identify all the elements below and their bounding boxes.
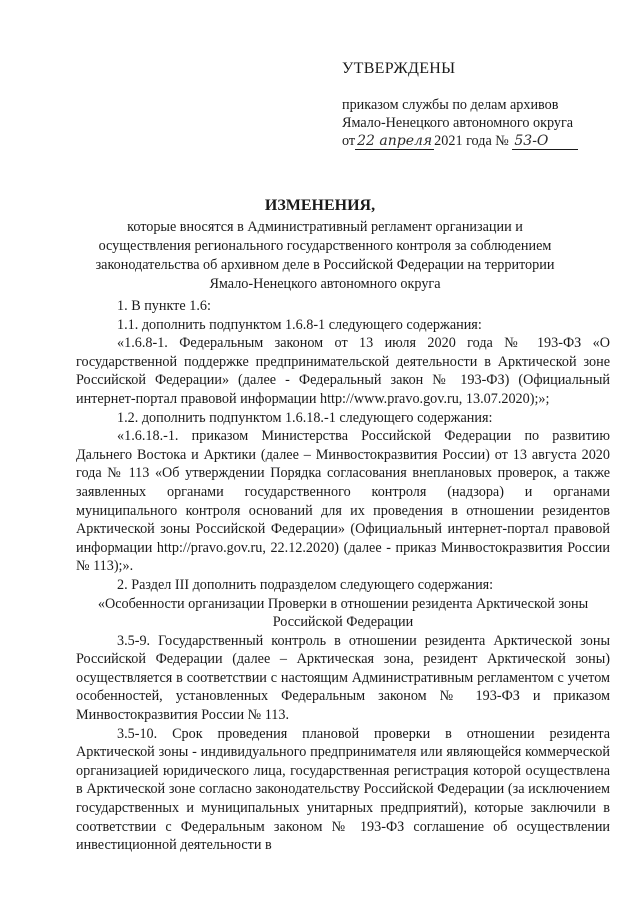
paragraph: 1.1. дополнить подпунктом 1.6.8-1 следующего содержания:	[117, 316, 482, 333]
year-number-label: 2021 года №	[434, 133, 509, 149]
approval-line-1: приказом службы по делам архивов	[342, 97, 559, 113]
approval-title: УТВЕРЖДЕНЫ	[342, 60, 456, 77]
handwritten-order-number: 53-О	[512, 133, 578, 150]
approval-date-number	[342, 133, 578, 150]
paragraph: «1.6.18.-1. приказом Министерства Российской Федерации по развитию Дальнего Востока и Арктики (далее – Минвостокразвития России) от 13 августа 2020 года № 113 «Об утверждении Порядка согласования внеплановых проверок, а также заявленных органами государственного контроля (надзора) и органами муниципального контроля оснований для их проведения в отношении резидентов Арктической зоны Российской Федерации» (Официальный интернет-портал правовой информации http://pravo.gov.ru, 22.12.2020) (далее - приказ Минвостокразвития России № 113);».	[76, 428, 610, 575]
date-prefix: от	[342, 133, 356, 149]
paragraph: 3.5-9. Государственный контроль в отношении резидента Арктической зоны Российской Федерации (далее – Арктическая зона, резидент Арктической зоны) осуществляется в соответствии с настоящим Административным регламентом с учетом особенностей, установленных Федеральным законом № 193-ФЗ и приказом Минвостокразвития России № 113.	[76, 632, 610, 724]
paragraph: «1.6.8-1. Федеральным законом от 13 июля 2020 года № 193-ФЗ «О государственной поддержке предпринимательской деятельности в Арктической зоне Российской Федерации» (далее - Федеральный закон № 193-ФЗ) (Официальный интернет-портал правовой информации http://www.pravo.gov.ru, 13.07.2020);»;	[76, 335, 610, 407]
paragraph: 2. Раздел III дополнить подразделом следующего содержания:	[117, 576, 494, 593]
paragraph: 1. В пункте 1.6:	[117, 298, 211, 314]
section-heading: «Особенности организации Проверки в отношении резидента Арктической зоны Российской Федерации	[97, 595, 589, 631]
document-title: ИЗМЕНЕНИЯ,	[264, 197, 376, 214]
document-body	[76, 297, 610, 855]
document-subtitle: которые вносятся в Административный регламент организации и осуществления регионального государственного контроля за соблюдением законодательства об архивном деле в Российской Федерации на территории Ямало-Ненецкого автономного округа	[95, 219, 555, 292]
paragraph: 3.5-10. Срок проведения плановой проверки в отношении резидента Арктической зоны - индивидуального предпринимателя или являющейся коммерческой организацией юридического лица, государственная регистрация которой осуществлена в Арктической зоне согласно законодательству Российской Федерации (за исключением государственных и муниципальных унитарных предприятий), которые заключили в соответствии с Федеральным законом № 193-ФЗ соглашение об осуществлении инвестиционной деятельности в	[76, 725, 610, 854]
paragraph: 1.2. дополнить подпунктом 1.6.18.-1 следующего содержания:	[117, 409, 493, 426]
handwritten-date: 22 апреля	[357, 133, 433, 149]
approval-line-2: Ямало-Ненецкого автономного округа	[342, 115, 574, 131]
